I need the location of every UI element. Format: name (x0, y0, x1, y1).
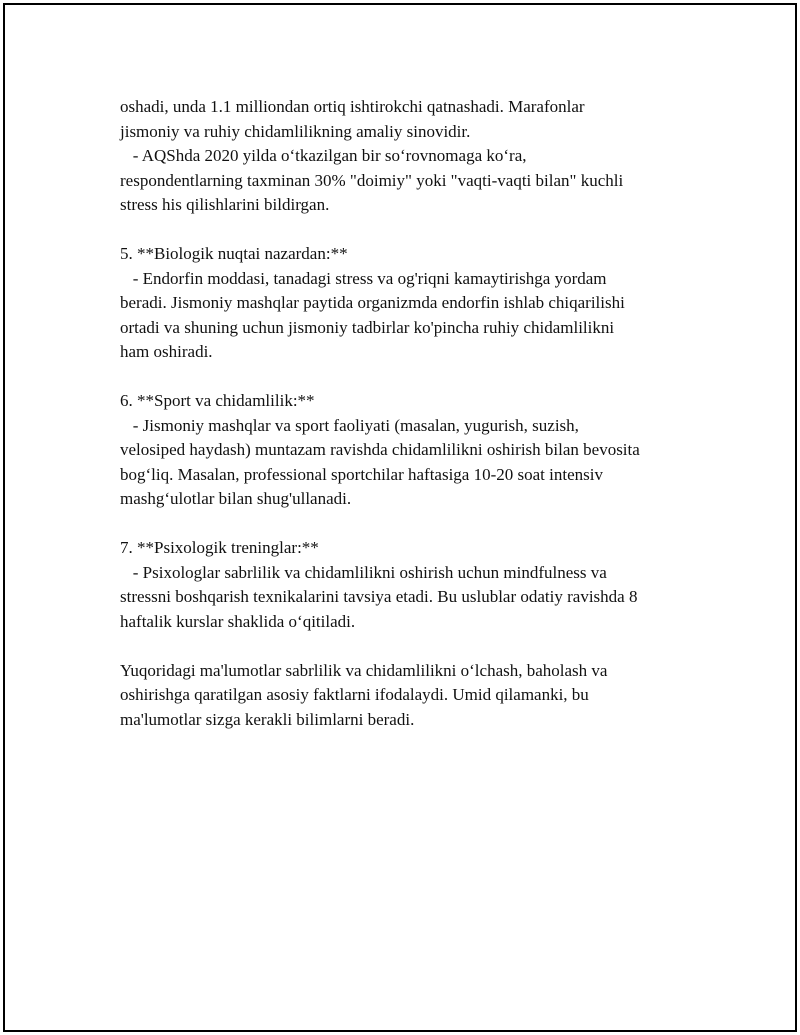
text-line: haftalik kurslar shaklida o‘qitiladi. (120, 611, 356, 631)
conclusion-paragraph (120, 659, 720, 733)
text-line: - Jismoniy mashqlar va sport faoliyati (masalan, yugurish, suzish, (120, 415, 579, 435)
text-line: bog‘liq. Masalan, professional sportchilar haftasiga 10-20 soat intensiv (120, 464, 603, 484)
text-line: Yuqoridagi ma'lumotlar sabrlilik va chidamlilikni o‘lchash, baholash va (120, 660, 608, 680)
text-line: stressni boshqarish texnikalarini tavsiya etadi. Bu uslublar odatiy ravishda 8 (120, 587, 638, 606)
paragraph-gap (120, 365, 720, 390)
text-line: beradi. Jismoniy mashqlar paytida organizmda endorfin ishlab chiqarilishi (120, 293, 625, 312)
intro-paragraph (120, 95, 720, 218)
section-5 (120, 242, 720, 365)
text-line: jismoniy va ruhiy chidamlilikning amaliy sinovidir. (120, 121, 471, 141)
text-line: - Psixologlar sabrlilik va chidamlilikni oshirish uchun mindfulness va (120, 562, 607, 582)
text-line: respondentlarning taxminan 30% "doimiy" yoki "vaqti-vaqti bilan" kuchli (120, 170, 624, 190)
text-line: ham oshiradi. (120, 342, 213, 361)
paragraph-gap (120, 512, 720, 537)
text-line: - AQShda 2020 yilda o‘tkazilgan bir so‘rovnomaga ko‘ra, (120, 146, 527, 165)
text-line: stress his qilishlarini bildirgan. (120, 195, 330, 214)
paragraph-gap (120, 634, 720, 659)
section-6 (120, 389, 720, 512)
text-line: oshirishga qaratilgan asosiy faktlarni ifodalaydi. Umid qilamanki, bu (120, 685, 589, 704)
document-body (120, 95, 720, 732)
section-heading: 7. **Psixologik treninglar:** (120, 538, 319, 557)
text-line: ortadi va shuning uchun jismoniy tadbirlar ko'pincha ruhiy chidamlilikni (120, 317, 615, 337)
text-line: velosiped haydash) muntazam ravishda chidamlilikni oshirish bilan bevosita (120, 440, 640, 459)
document-page (3, 3, 797, 1032)
section-7 (120, 536, 720, 634)
section-heading: 6. **Sport va chidamlilik:** (120, 391, 315, 410)
text-line: - Endorfin moddasi, tanadagi stress va og'riqni kamaytirishga yordam (120, 268, 607, 288)
text-line: ma'lumotlar sizga kerakli bilimlarni beradi. (120, 709, 415, 729)
text-line: mashg‘ulotlar bilan shug'ullanadi. (120, 489, 352, 508)
text-line: oshadi, unda 1.1 milliondan ortiq ishtirokchi qatnashadi. Marafonlar (120, 97, 585, 116)
paragraph-gap (120, 218, 720, 243)
section-heading: 5. **Biologik nuqtai nazardan:** (120, 244, 348, 263)
